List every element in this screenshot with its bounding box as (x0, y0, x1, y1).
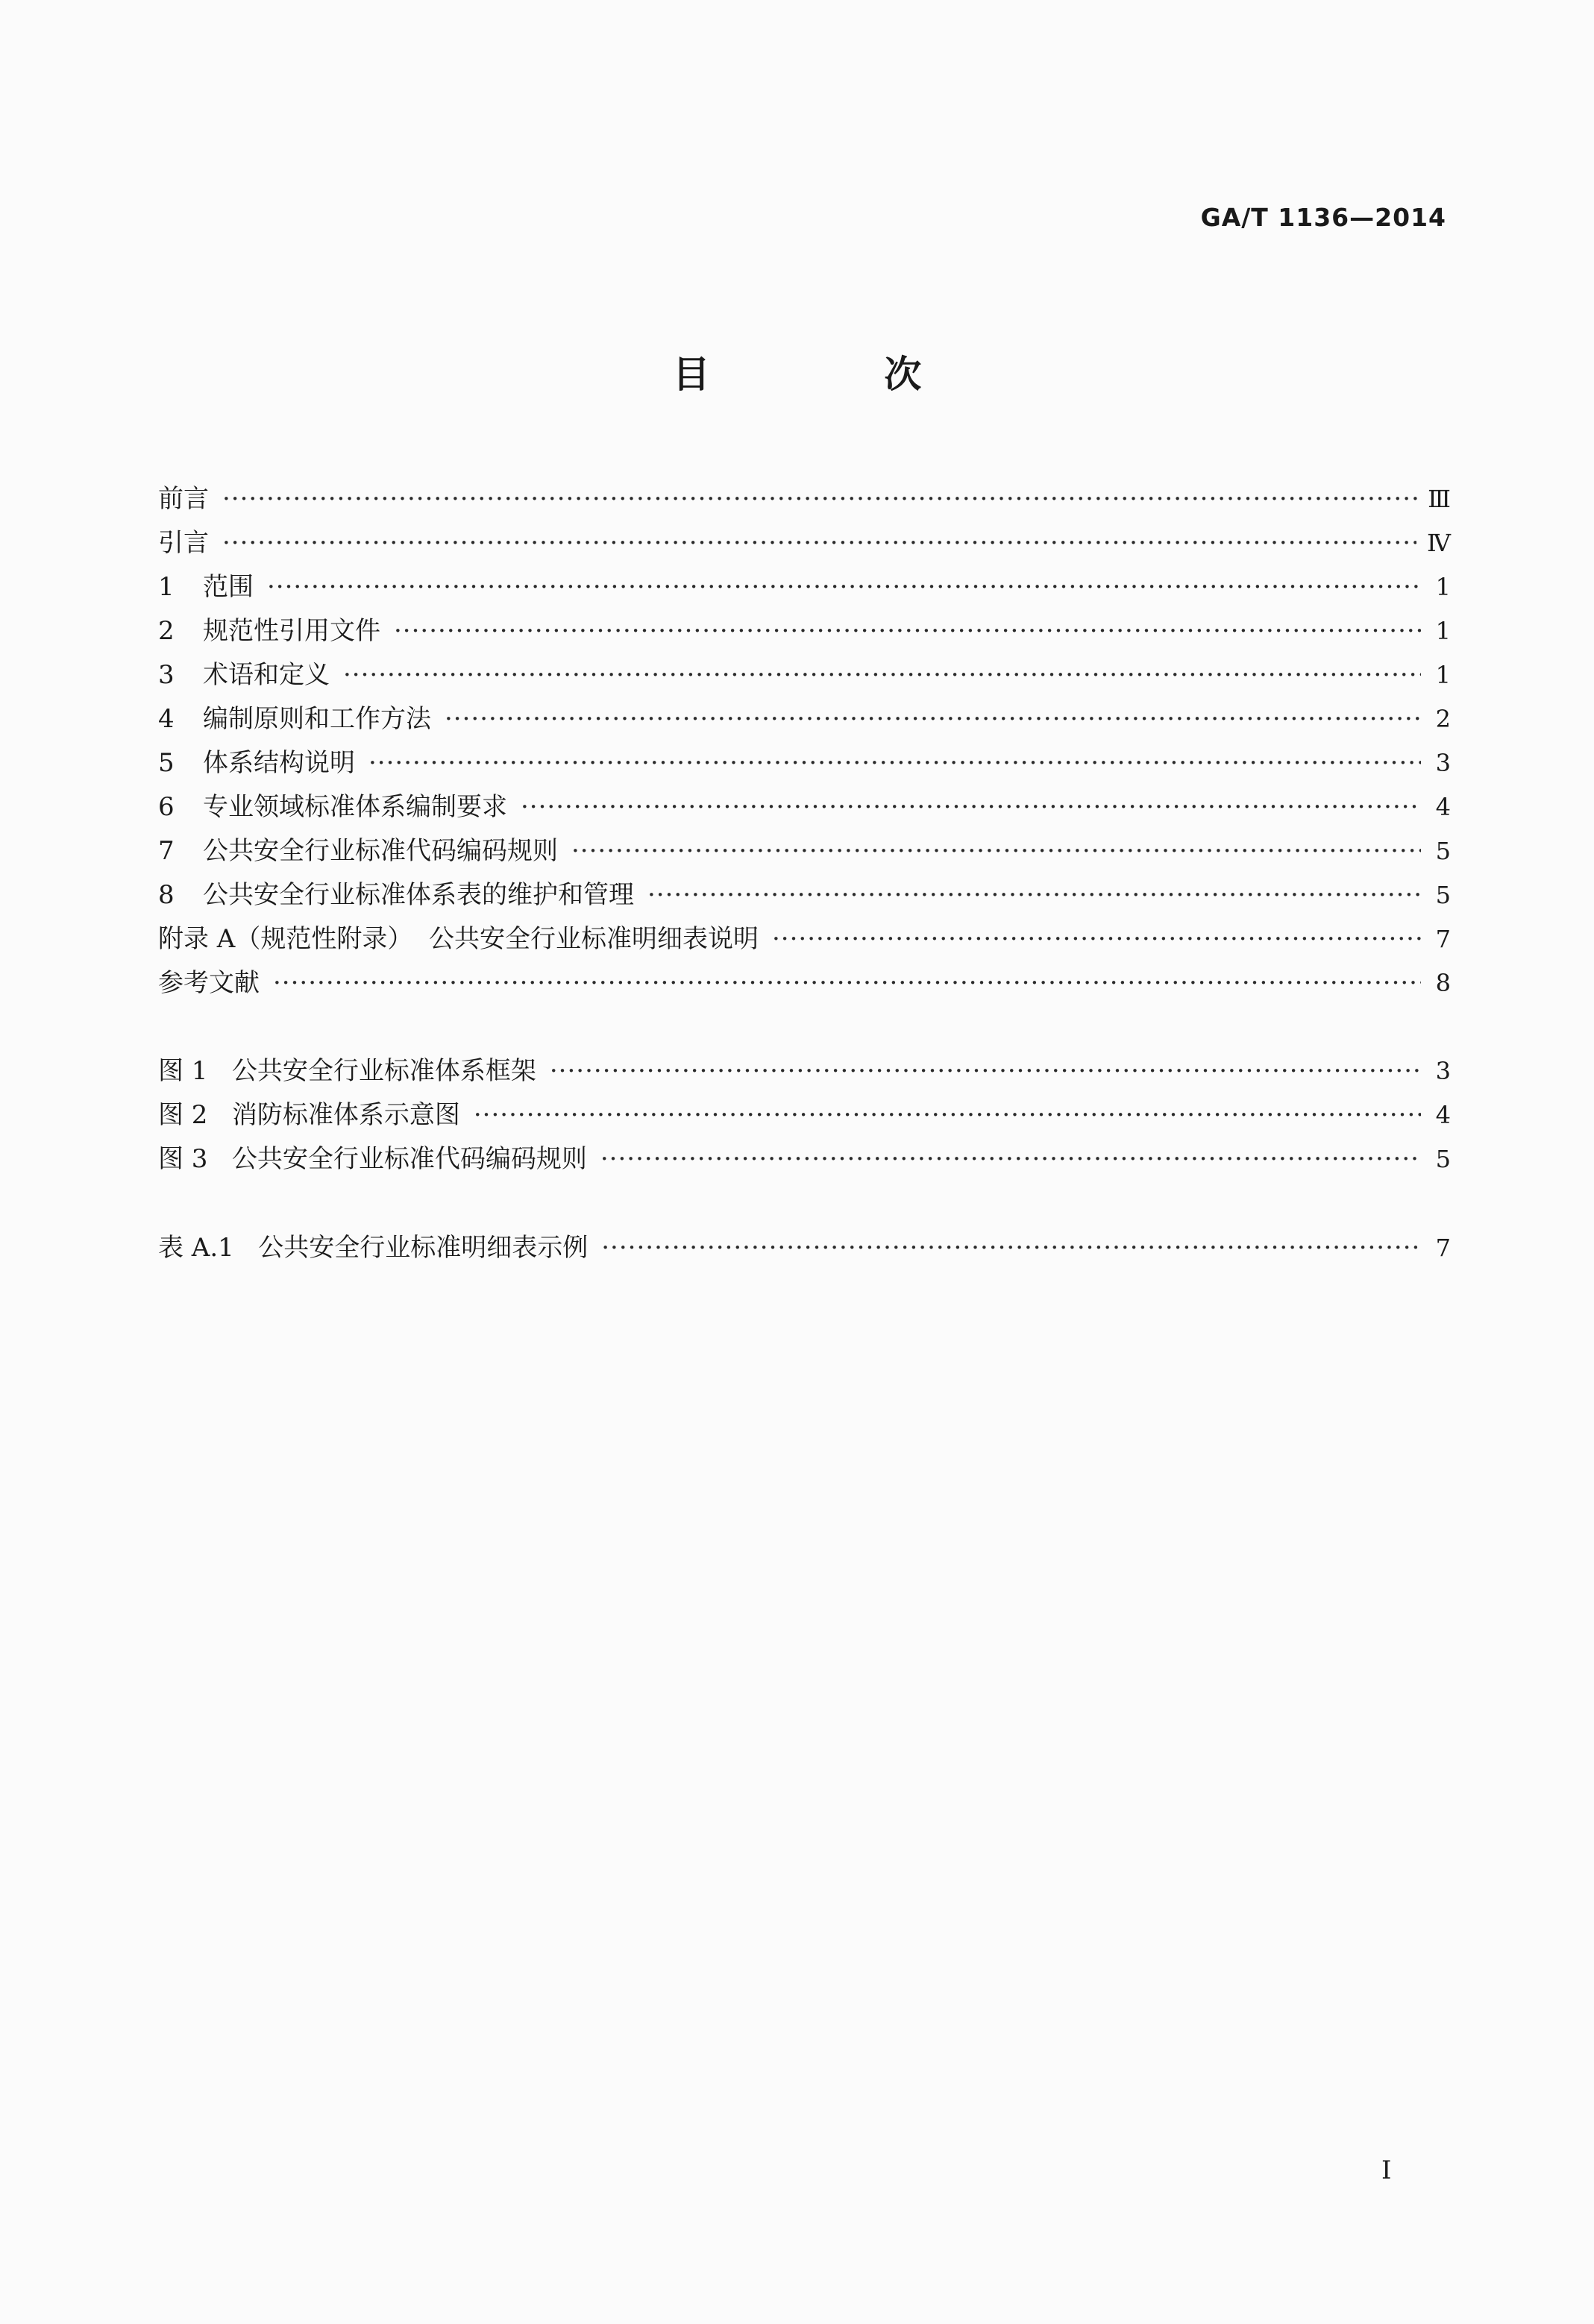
toc-entry-page: 3 (1435, 749, 1451, 777)
toc-entry-number: 8 (158, 880, 175, 910)
leader-dots (474, 1093, 1421, 1137)
toc-entry-label: 体系结构说明 (203, 748, 355, 778)
spacer (158, 1005, 1451, 1049)
toc-entry-table-a1[interactable] (158, 1226, 1451, 1270)
toc-entry-section-5[interactable] (158, 741, 1451, 785)
toc-entry-foreword[interactable] (158, 477, 1451, 521)
toc-entry-page: Ⅲ (1428, 485, 1451, 513)
toc-entry-section-1[interactable] (158, 565, 1451, 609)
leader-dots (368, 741, 1421, 785)
toc-entry-page: 2 (1435, 705, 1451, 733)
toc-entry-page: 5 (1435, 881, 1451, 909)
toc-entry-page: Ⅳ (1427, 529, 1451, 557)
toc-entry-section-6[interactable] (158, 785, 1451, 829)
toc-entry-label: 引言 (158, 528, 209, 558)
leader-dots (772, 917, 1421, 961)
page-number: I (1381, 2155, 1392, 2185)
toc-entry-label: 图 3 公共安全行业标准代码编码规则 (158, 1144, 587, 1174)
toc-entry-number: 2 (158, 616, 175, 646)
leader-dots (601, 1226, 1421, 1270)
leader-dots (521, 785, 1421, 829)
leader-dots (394, 609, 1421, 653)
toc-entry-number: 7 (158, 836, 175, 866)
toc-entry-section-3[interactable] (158, 653, 1451, 697)
leader-dots (343, 653, 1421, 697)
toc-entry-bibliography[interactable] (158, 961, 1451, 1005)
toc-entry-label: 图 2 消防标准体系示意图 (158, 1100, 460, 1130)
table-of-contents (158, 477, 1451, 1270)
toc-entry-label: 前言 (158, 484, 209, 514)
toc-entry-section-2[interactable] (158, 609, 1451, 653)
spacer (158, 1181, 1451, 1226)
leader-dots (222, 521, 1416, 565)
toc-entry-page: 7 (1435, 1234, 1451, 1262)
leader-dots (267, 565, 1421, 609)
toc-entry-section-4[interactable] (158, 697, 1451, 741)
toc-entry-label: 术语和定义 (203, 660, 330, 690)
toc-entry-page: 7 (1435, 925, 1451, 953)
toc-entry-page: 4 (1435, 1101, 1451, 1129)
toc-entry-section-8[interactable] (158, 873, 1451, 917)
toc-entry-label: 表 A.1 公共安全行业标准明细表示例 (158, 1233, 589, 1263)
toc-entry-introduction[interactable] (158, 521, 1451, 565)
toc-entry-page: 8 (1435, 969, 1451, 997)
toc-entry-label: 规范性引用文件 (203, 616, 380, 646)
leader-dots (222, 477, 1417, 521)
toc-entry-number: 5 (158, 748, 175, 778)
toc-entry-page: 5 (1435, 1145, 1451, 1173)
toc-entry-number: 4 (158, 704, 175, 734)
leader-dots (571, 829, 1421, 873)
toc-entry-label: 参考文献 (158, 968, 260, 998)
leader-dots (600, 1137, 1421, 1181)
toc-entry-label: 范围 (203, 572, 254, 602)
toc-entry-figure-2[interactable] (158, 1093, 1451, 1137)
toc-entry-page: 5 (1435, 837, 1451, 865)
toc-title: 目 次 (672, 353, 1002, 396)
toc-entry-label: 公共安全行业标准体系表的维护和管理 (203, 880, 634, 910)
toc-entry-section-7[interactable] (158, 829, 1451, 873)
toc-entry-number: 3 (158, 660, 175, 690)
toc-entry-page: 4 (1435, 793, 1451, 821)
toc-entry-label: 编制原则和工作方法 (203, 704, 431, 734)
toc-entry-number: 1 (158, 572, 175, 602)
toc-entry-label: 附录 A（规范性附录） 公共安全行业标准明细表说明 (158, 924, 759, 954)
toc-entry-page: 1 (1435, 617, 1451, 645)
toc-entry-number: 6 (158, 792, 175, 822)
toc-entry-page: 3 (1435, 1057, 1451, 1085)
leader-dots (445, 697, 1421, 741)
toc-entry-appendix-a[interactable] (158, 917, 1451, 961)
toc-entry-page: 1 (1435, 573, 1451, 601)
leader-dots (550, 1049, 1421, 1093)
standard-code: GA/T 1136—2014 (1200, 203, 1446, 232)
toc-entry-page: 1 (1435, 661, 1451, 689)
leader-dots (273, 961, 1421, 1005)
toc-entry-figure-1[interactable] (158, 1049, 1451, 1093)
leader-dots (647, 873, 1421, 917)
toc-entry-label: 专业领域标准体系编制要求 (203, 792, 507, 822)
toc-entry-label: 图 1 公共安全行业标准体系框架 (158, 1056, 536, 1086)
toc-entry-figure-3[interactable] (158, 1137, 1451, 1181)
toc-entry-label: 公共安全行业标准代码编码规则 (203, 836, 558, 866)
